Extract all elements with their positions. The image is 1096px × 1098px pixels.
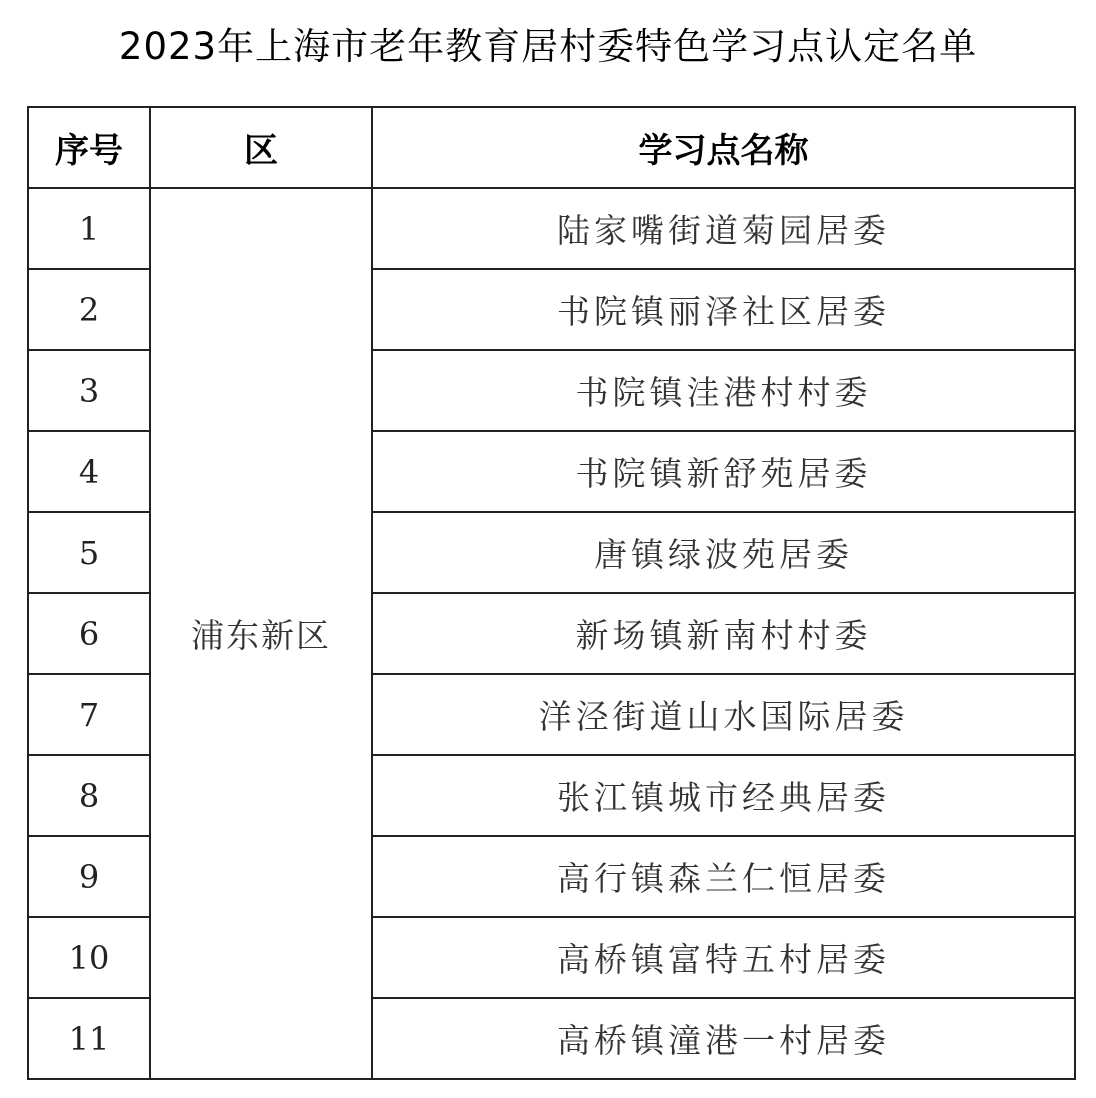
row-name: 陆家嘴街道菊园居委 xyxy=(372,188,1075,269)
row-name: 唐镇绿波苑居委 xyxy=(372,512,1075,593)
row-name: 新场镇新南村村委 xyxy=(372,593,1075,674)
row-seq: 2 xyxy=(28,269,150,350)
row-name: 高桥镇潼港一村居委 xyxy=(372,998,1075,1079)
row-name: 洋泾街道山水国际居委 xyxy=(372,674,1075,755)
table-row xyxy=(28,188,1075,269)
row-seq: 8 xyxy=(28,755,150,836)
learning-points-table xyxy=(27,106,1076,1080)
row-seq: 11 xyxy=(28,998,150,1079)
row-seq: 7 xyxy=(28,674,150,755)
document-title: 2023年上海市老年教育居村委特色学习点认定名单 xyxy=(118,25,978,68)
row-name: 高桥镇富特五村居委 xyxy=(372,917,1075,998)
row-seq: 6 xyxy=(28,593,150,674)
header-seq: 序号 xyxy=(28,107,150,188)
row-seq: 1 xyxy=(28,188,150,269)
header-row xyxy=(28,107,1075,188)
header-district: 区 xyxy=(150,107,372,188)
row-seq: 3 xyxy=(28,350,150,431)
header-name: 学习点名称 xyxy=(372,107,1075,188)
row-name: 书院镇洼港村村委 xyxy=(372,350,1075,431)
row-seq: 10 xyxy=(28,917,150,998)
district-cell: 浦东新区 xyxy=(150,188,372,1079)
row-seq: 9 xyxy=(28,836,150,917)
row-seq: 5 xyxy=(28,512,150,593)
row-name: 书院镇新舒苑居委 xyxy=(372,431,1075,512)
row-seq: 4 xyxy=(28,431,150,512)
row-name: 高行镇森兰仁恒居委 xyxy=(372,836,1075,917)
row-name: 张江镇城市经典居委 xyxy=(372,755,1075,836)
row-name: 书院镇丽泽社区居委 xyxy=(372,269,1075,350)
